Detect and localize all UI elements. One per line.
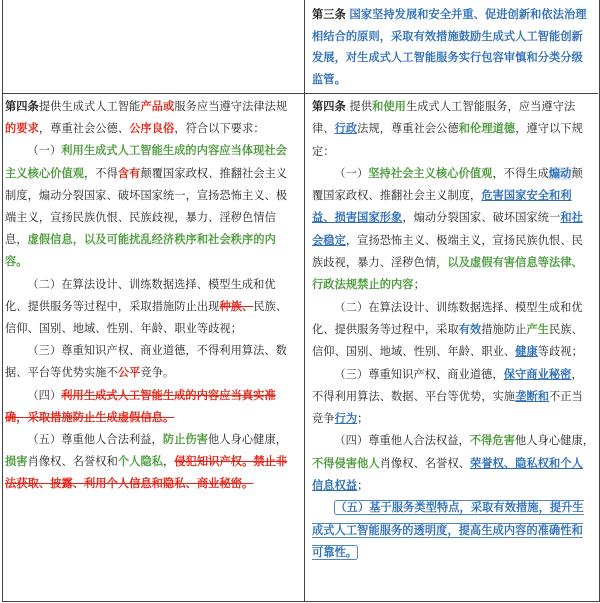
- text: 等歧视；: [537, 345, 583, 359]
- right-p3: [312, 297, 594, 364]
- deleted-text: 种族、: [219, 299, 254, 313]
- article-3-cell: [312, 4, 594, 90]
- text: 服务应当遵守法律法规: [174, 100, 288, 113]
- green-text: 和使用: [372, 100, 406, 113]
- text: ，遵守以下规定：: [312, 122, 583, 158]
- green-text: 坚持社会主义核心价值观: [368, 166, 493, 180]
- deleted-text: 利用生成式人工智能生成的内容应当真实准确，采取措施防止生成虚假信息。: [5, 388, 276, 424]
- green-text: 个人隐私: [117, 455, 164, 469]
- text: （三）尊重知识产权、商业道德，: [334, 367, 504, 381]
- left-p3: [5, 274, 298, 341]
- article-3-text: 国家坚持发展和安全并重、促进创新和依法治理相结合的原则，采取有效措施鼓励生成式人工智能创新发展，对生成式人工智能服务实行包容审慎和分类分级监管。: [312, 8, 587, 86]
- blue-text: （五）基于服务类型特点，采取有效措施，提升生成式人工智能服务的透明度，提高生成内容的准确性和可靠性。: [312, 501, 584, 559]
- text: 他人身心健康，: [208, 433, 288, 447]
- row-divider: [2, 93, 598, 94]
- text: ，不得: [84, 166, 118, 180]
- blue-text: 危害国家安全和利益、损害国家形象: [312, 189, 572, 225]
- text: ，: [163, 455, 175, 469]
- text: 生成式人工智能服务，应当遵守法律、: [312, 100, 576, 136]
- right-p1: [312, 96, 594, 163]
- article-label: 第四条: [5, 100, 39, 113]
- text: 措施防止: [481, 322, 527, 336]
- green-text: 利用生成式人工智能生成的内容应当体现社会主义核心价值观: [5, 144, 288, 180]
- text: ，符合以下要求：: [174, 122, 265, 136]
- green-text: 产生: [526, 322, 550, 336]
- right-p6: [312, 497, 594, 564]
- deleted-text: 侵犯知识产权。禁止非法获取、披露、利用个人信息和隐私、商业秘密。: [5, 455, 288, 491]
- green-text: 虚假信息，以及可能扰乱经济秩序和社会秩序的内容。: [5, 233, 276, 269]
- text: 法规，尊重社会公德: [357, 122, 459, 136]
- blue-text: 健康: [515, 345, 538, 359]
- red-text: 的要求: [5, 122, 39, 136]
- text: 民族、信仰、国别、地域、性别、年龄、职业等歧视；: [5, 299, 288, 336]
- green-text: 和伦理道德: [458, 122, 516, 136]
- blue-text: 行政: [334, 122, 358, 136]
- green-text: 防止伤害: [162, 433, 208, 447]
- text: （四）: [27, 388, 62, 402]
- blue-text: 垄断和: [515, 389, 550, 403]
- red-text: 产品或: [140, 100, 175, 113]
- text: （三）尊重知识产权、商业道德，不得利用算法、数据、平台等优势实施不: [5, 344, 288, 380]
- blue-text: 和社会稳定: [312, 211, 583, 247]
- text: 不正当竞争: [312, 389, 583, 426]
- text: 肖像权、名誉权、: [379, 456, 471, 470]
- text: 颠覆国家政权、推翻社会主义制度，: [312, 166, 583, 203]
- green-text: 不得侵害他人: [312, 456, 380, 470]
- text: ，不得生成: [492, 166, 549, 180]
- blue-text: 有效: [458, 322, 482, 336]
- text: 提供: [349, 100, 373, 113]
- text: ；: [413, 278, 425, 292]
- blue-text: 行为: [334, 412, 358, 426]
- text: （二）在算法设计、训练数据选择、模型生成和优化、提供服务等过程中，采取: [312, 300, 583, 336]
- text: ，煽动分裂国家、破坏国家统一: [402, 211, 561, 225]
- right-p4: [312, 364, 594, 431]
- green-text: ，以及虚假有害信息等法律、行政法规禁止的内容: [312, 256, 583, 292]
- text: ；: [357, 412, 369, 426]
- text: 民族、信仰、国别、地域、性别、年龄、职业、: [312, 322, 583, 359]
- red-text: 公序良俗: [129, 122, 175, 136]
- text: 肖像权、名誉权和: [27, 455, 118, 469]
- right-column-final: [312, 96, 594, 564]
- left-p6: [5, 429, 298, 496]
- text: （一）: [27, 144, 62, 158]
- text: ，宣扬恐怖主义、极端主义，宣扬民族仇恨、民族歧视，暴力、淫秽色情: [312, 233, 583, 270]
- right-p5: [312, 430, 594, 497]
- blue-text: 荣誉权、隐私权和个人信息权益: [312, 456, 583, 493]
- text: （五）尊重他人合法利益，: [27, 433, 163, 447]
- left-p4: [5, 340, 298, 384]
- left-p5: [5, 385, 298, 429]
- text: 颠覆国家政权、推翻社会主义制度，煽动分裂国家、破坏国家统一，宣扬恐怖主义、极端主义，宣扬民族仇恨、民族歧视，暴力、淫秽色情信息，: [5, 166, 288, 247]
- text: （四）尊重他人合法权益，: [334, 434, 470, 448]
- blue-text: 煽动: [548, 166, 572, 180]
- article-label: 第四条: [312, 100, 346, 113]
- text: 提供生成式人工智能: [38, 100, 141, 113]
- article-label: 第三条: [312, 8, 346, 21]
- left-p2: [5, 140, 298, 273]
- left-column-draft: [5, 96, 298, 496]
- left-p1: [5, 96, 298, 140]
- column-divider: [304, 0, 305, 601]
- text: ；: [357, 479, 369, 493]
- text: 他人身心健康，: [515, 434, 595, 448]
- green-text: 不得危害: [469, 434, 515, 448]
- red-text: 公平: [117, 366, 141, 380]
- green-text: 损害: [5, 455, 28, 469]
- right-p2: [312, 163, 594, 297]
- text: 竞争。: [140, 366, 175, 380]
- text: ，不得利用算法、数据、平台等优势，实施: [312, 367, 583, 403]
- text: （一）: [334, 166, 369, 180]
- text: （二）在算法设计、训练数据选择、模型生成和优化、提供服务等过程中，采取措施防止出现: [5, 277, 276, 313]
- red-text: 含有: [117, 166, 141, 180]
- blue-text: 保守商业秘密: [503, 367, 572, 381]
- text: ，尊重社会公德、: [38, 122, 130, 136]
